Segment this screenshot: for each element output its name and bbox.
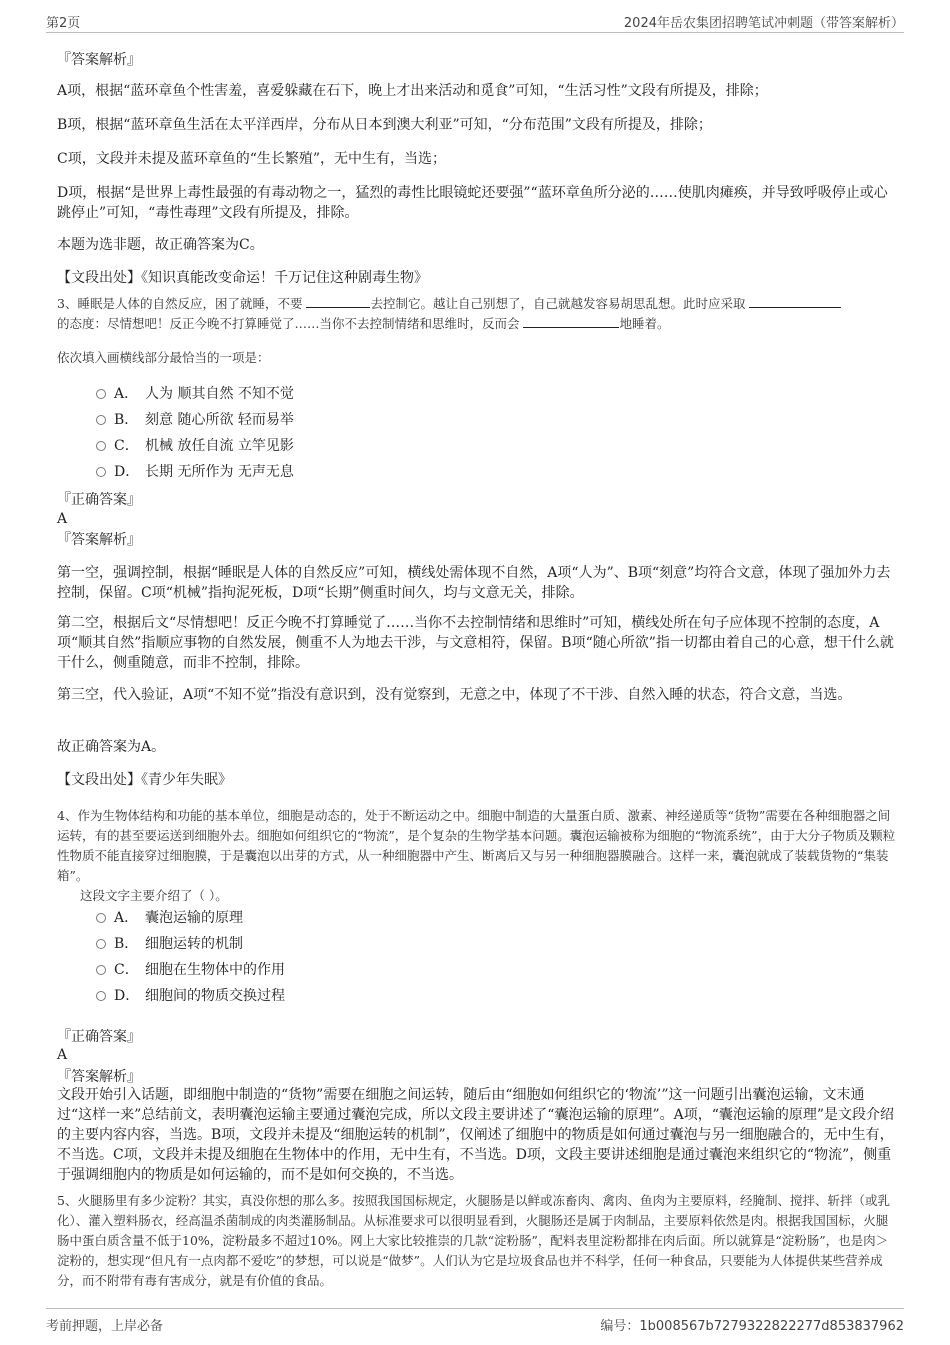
analysis-paragraph: 第三空，代入验证，A项“不知不觉”指没有意识到，没有觉察到，无意之中，体现了不干涉、自然入睡的状态，符合文意，当选。 xyxy=(57,687,852,703)
option-a[interactable]: A． 人为 顺其自然 不知不觉 xyxy=(96,384,294,404)
analysis-label: 『答案解析』 xyxy=(57,52,141,68)
radio-button[interactable] xyxy=(96,991,106,1001)
page-footer xyxy=(46,1308,904,1333)
analysis-label: 『答案解析』 xyxy=(57,1069,141,1085)
analysis-conclusion: 本题为选非题，故正确答案为C。 xyxy=(57,237,264,253)
analysis-paragraph: C项，文段并未提及蓝环章鱼的“生长繁殖”，无中生有，当选； xyxy=(57,151,447,167)
page-header xyxy=(46,8,904,33)
source-citation: 【文段出处】《青少年失眠》 xyxy=(57,772,232,788)
page-number: 第2页 xyxy=(46,16,81,31)
analysis-paragraph: D项，根据“是世界上毒性最强的有毒动物之一，猛烈的毒性比眼镜蛇还要强”“蓝环章鱼所分泌的……使肌肉瘫痪，并导致呼吸停止或心跳停止”可知，“毒性毒理”文段有所提及，排除。 xyxy=(57,185,888,221)
source-citation: 【文段出处】《知识真能改变命运！千万记住这种剧毒生物》 xyxy=(57,270,428,286)
analysis-paragraph: A项，根据“蓝环章鱼个性害羞，喜爱躲藏在石下，晚上才出来活动和觅食”可知，“生活习性”文段有所提及，排除； xyxy=(57,83,768,99)
document-id: 编号：1b008567b7279322822277d853837962 xyxy=(600,1319,904,1334)
analysis-conclusion: 故正确答案为A。 xyxy=(57,739,166,755)
option-b[interactable]: B． 刻意 随心所欲 轻而易举 xyxy=(96,410,294,430)
analysis-paragraph: B项，根据“蓝环章鱼生活在太平洋西岸，分布从日本到澳大利亚”可知，“分布范围”文段有所提及，排除； xyxy=(57,117,712,133)
question-prompt: 依次填入画横线部分最恰当的一项是： xyxy=(57,350,270,365)
question-prompt: 这段文字主要介绍了（ ）。 xyxy=(80,888,228,903)
option-c[interactable]: C． 机械 放任自流 立竿见影 xyxy=(96,436,294,456)
option-d[interactable]: D． 细胞间的物质交换过程 xyxy=(96,986,285,1006)
radio-button[interactable] xyxy=(96,467,106,477)
correct-answer-label: 『正确答案』 xyxy=(57,1029,141,1045)
radio-button[interactable] xyxy=(96,415,106,425)
question-stem: 3、睡眠是人体的自然反应，困了就睡，不要 去控制它。越让自己别想了，自己就越发容易胡思乱想。此时应采取 的态度：尽情想吧！反正今晚不打算睡觉了……当你不去控制情绪和思维时，反而会 地睡着。 xyxy=(57,294,897,334)
option-b[interactable]: B． 细胞运转的机制 xyxy=(96,934,243,954)
option-c[interactable]: C． 细胞在生物体中的作用 xyxy=(96,960,285,980)
radio-button[interactable] xyxy=(96,441,106,451)
answer-blank xyxy=(523,315,619,328)
question-stem: 4、作为生物体结构和功能的基本单位，细胞是动态的，处于不断运动之中。细胞中制造的大量蛋白质、激素、神经递质等“货物”需要在各种细胞器之间运转，有的甚至要运送到细胞外去。细胞如何组织它的“物流”，是个复杂的生物学基本问题。囊泡运输被称为细胞的“物流系统”，由于大分子物质及颗粒性物质不能直接穿过细胞膜，于是囊泡以出芽的方式，从一种细胞器中产生、断离后又与另一种细胞器膜融合。这样一来，囊泡就成了装载货物的“集装箱”。 xyxy=(57,808,896,883)
radio-button[interactable] xyxy=(96,389,106,399)
correct-answer: A xyxy=(57,1047,68,1063)
document-title: 2024年岳农集团招聘笔试冲刺题（带答案解析） xyxy=(623,16,904,31)
answer-blank xyxy=(749,295,841,308)
footer-slogan: 考前押题，上岸必备 xyxy=(46,1319,164,1334)
option-d[interactable]: D． 长期 无所作为 无声无息 xyxy=(96,462,294,482)
option-a[interactable]: A． 囊泡运输的原理 xyxy=(96,908,243,928)
analysis-paragraph: 第二空，根据后文“尽情想吧！反正今晚不打算睡觉了……当你不去控制情绪和思维时”可知，横线处所在句子应体现不控制的态度，A项“顺其自然”指顺应事物的自然发展，侧重不人为地去干涉，与文意相符，保留。B项“随心所欲”指一切都由着自己的心意，想干什么就干什么，侧重随意，而非不控制，排除。 xyxy=(57,615,894,671)
answer-blank xyxy=(306,295,370,308)
correct-answer: A xyxy=(57,511,68,527)
analysis-paragraph: 文段开始引入话题，即细胞中制造的“货物”需要在细胞之间运转，随后由“细胞如何组织它的‘物流’”这一问题引出囊泡运输，文末通过“这样一来”总结前文，表明囊泡运输主要通过囊泡完成，所以文段主要讲述了“囊泡运输的原理”。A项，“囊泡运输的原理”是文段介绍的主要内容内容，当选。B项，文段并未提及“细胞运转的机制”，仅阐述了细胞中的物质是如何通过囊泡与另一细胞融合的，无中生有，不当选。C项，文段并未提及细胞在生物体中的作用，无中生有，不当选。D项，文段主要讲述细胞是通过囊泡来组织它的“物流”，侧重于强调细胞内的物质是如何运输的，而不是如何交换的，不当选。 xyxy=(57,1087,895,1183)
radio-button[interactable] xyxy=(96,965,106,975)
radio-button[interactable] xyxy=(96,913,106,923)
analysis-paragraph: 第一空，强调控制，根据“睡眠是人体的自然反应”可知，横线处需体现不自然，A项“人为”、B项“刻意”均符合文意，体现了强加外力去控制，保留。C项“机械”指拘泥死板，D项“长期”侧重时间久，均与文意无关，排除。 xyxy=(57,565,891,601)
question-stem: 5、火腿肠里有多少淀粉？其实，真没你想的那么多。按照我国国标规定，火腿肠是以鲜或冻畜肉、禽肉、鱼肉为主要原料，经腌制、搅拌、斩拌（或乳化）、灌入塑料肠衣，经高温杀菌制成的肉类灌肠制品。从标准要求可以很明显看到，火腿肠还是属于肉制品，主要原料依然是肉。根据我国国标，火腿肠中蛋白质含量不低于10%，淀粉最多不超过10%。网上大家比较推崇的几款“淀粉肠”，配料表里淀粉都排在肉后面。所以就算是“淀粉肠”，也是肉＞淀粉的，想实现“但凡有一点肉都不爱吃”的梦想，可以说是“做梦”。人们认为它是垃圾食品也并不科学，任何一种食品，只要能为人体提供某些营养成分，而不附带有毒有害成分，就是有价值的食品。 xyxy=(57,1193,890,1288)
correct-answer-label: 『正确答案』 xyxy=(57,492,141,508)
radio-button[interactable] xyxy=(96,939,106,949)
analysis-label: 『答案解析』 xyxy=(57,532,141,548)
